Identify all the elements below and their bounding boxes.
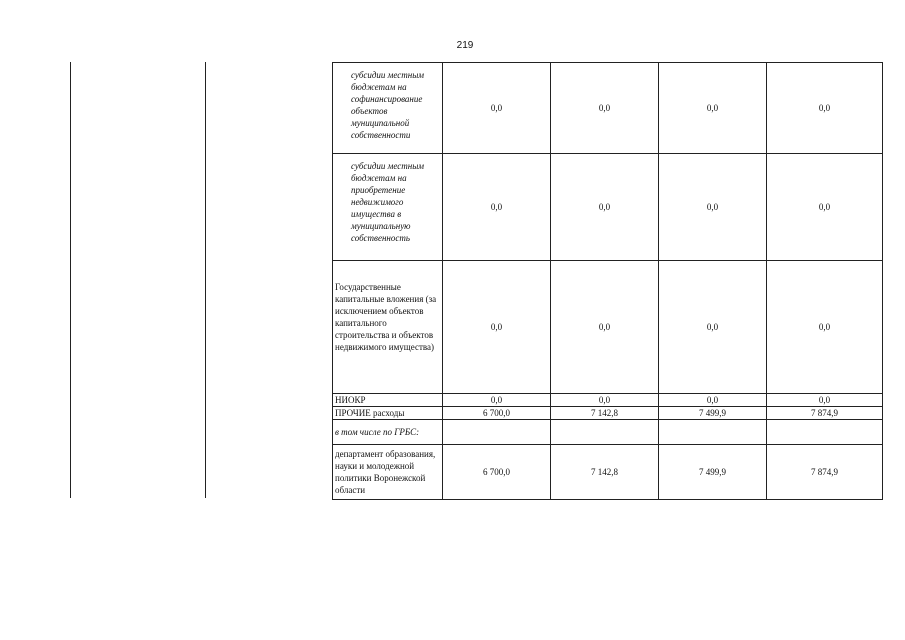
budget-table xyxy=(332,62,883,500)
row-label: Государственные капитальные вложения (за исключением объектов капитального строительства и объектов недвижимого имущества) xyxy=(333,261,443,394)
value-cell: 0,0 xyxy=(551,63,659,154)
table-row xyxy=(333,407,883,420)
row-label: субсидии местным бюджетам на приобретение недвижимого имущества в муниципальную собственность xyxy=(333,154,443,261)
value-cell: 0,0 xyxy=(659,154,767,261)
table-row xyxy=(333,261,883,394)
value-cell xyxy=(551,420,659,445)
table-row xyxy=(333,394,883,407)
value-cell: 0,0 xyxy=(767,63,883,154)
value-cell xyxy=(659,420,767,445)
row-label: департамент образования, науки и молодежной политики Воронежской области xyxy=(333,445,443,500)
value-cell: 0,0 xyxy=(767,154,883,261)
value-cell: 0,0 xyxy=(551,154,659,261)
value-cell: 6 700,0 xyxy=(443,445,551,500)
value-cell: 0,0 xyxy=(767,261,883,394)
left-column-border xyxy=(205,62,206,498)
value-cell: 0,0 xyxy=(443,63,551,154)
value-cell: 7 142,8 xyxy=(551,445,659,500)
row-label: ПРОЧИЕ расходы xyxy=(333,407,443,420)
value-cell: 0,0 xyxy=(551,261,659,394)
row-label: в том числе по ГРБС: xyxy=(333,420,443,445)
row-label: субсидии местным бюджетам на софинансирование объектов муниципальной собственности xyxy=(333,63,443,154)
value-cell: 7 142,8 xyxy=(551,407,659,420)
value-cell: 0,0 xyxy=(659,63,767,154)
left-column-border xyxy=(70,62,71,498)
table-row xyxy=(333,420,883,445)
value-cell: 0,0 xyxy=(659,261,767,394)
value-cell: 0,0 xyxy=(659,394,767,407)
page-number: 219 xyxy=(456,40,474,51)
table-row xyxy=(333,445,883,500)
value-cell: 7 874,9 xyxy=(767,407,883,420)
value-cell: 7 499,9 xyxy=(659,407,767,420)
value-cell xyxy=(443,420,551,445)
value-cell: 6 700,0 xyxy=(443,407,551,420)
value-cell xyxy=(767,420,883,445)
value-cell: 7 874,9 xyxy=(767,445,883,500)
value-cell: 7 499,9 xyxy=(659,445,767,500)
row-label: НИОКР xyxy=(333,394,443,407)
table-row xyxy=(333,63,883,154)
value-cell: 0,0 xyxy=(443,154,551,261)
value-cell: 0,0 xyxy=(551,394,659,407)
value-cell: 0,0 xyxy=(443,261,551,394)
value-cell: 0,0 xyxy=(767,394,883,407)
value-cell: 0,0 xyxy=(443,394,551,407)
table-row xyxy=(333,154,883,261)
